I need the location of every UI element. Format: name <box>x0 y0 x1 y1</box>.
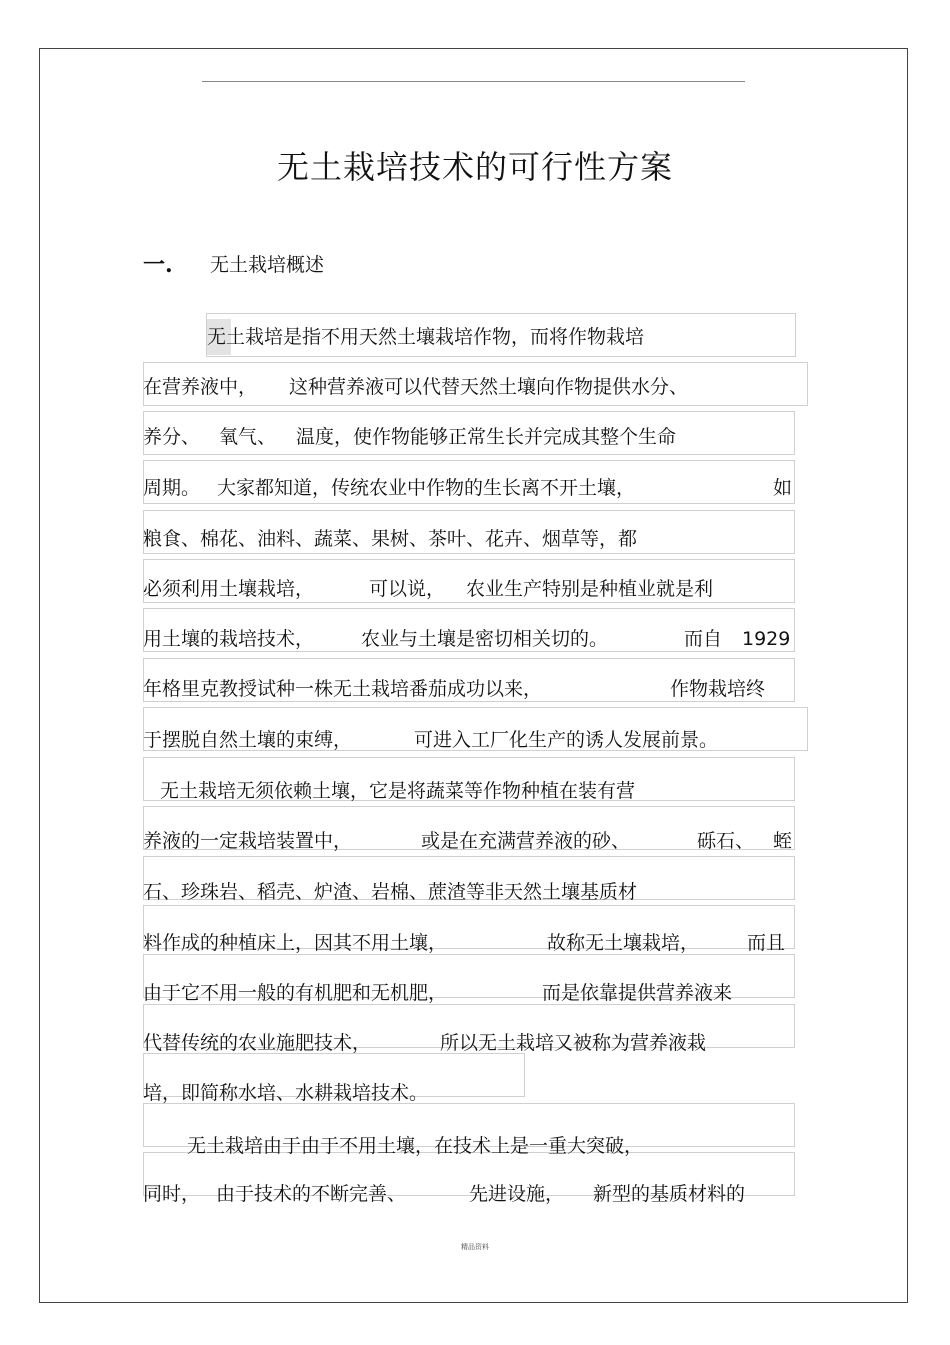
line-segment: 砾石、 <box>697 830 755 852</box>
line-segment: 而自 <box>684 628 723 650</box>
line-segment: 周期。 <box>143 477 201 499</box>
line-segment: 于摆脱自然土壤的束缚， <box>143 729 353 751</box>
line-segment: 或是在充满营养液的砂、 <box>421 830 631 852</box>
line-segment: 由于技术的不断完善、 <box>216 1183 407 1205</box>
section-number: 一. <box>143 252 173 278</box>
line-segment-year: 1929 <box>742 628 791 650</box>
line-segment: 无土栽培是指不用天然土壤栽培作物，而将作物栽培 <box>207 326 645 348</box>
line-segment: 无土栽培无须依赖土壤，它是将蔬菜等作物种植在装有营 <box>160 780 636 802</box>
line-segment: 培，即简称水培、水耕栽培技术。 <box>143 1082 429 1104</box>
line-segment: 所以无土栽培又被称为营养液栽 <box>440 1032 707 1054</box>
line-segment: 在营养液中， <box>143 376 258 398</box>
document-title: 无土栽培技术的可行性方案 <box>276 148 673 186</box>
line-segment: 无土栽培由于由于不用土壤，在技术上是一重大突破， <box>187 1135 644 1157</box>
line-segment: 代替传统的农业施肥技术， <box>143 1032 372 1054</box>
line-segment: 粮食、棉花、油料、蔬菜、果树、茶叶、花卉、烟草等，都 <box>143 528 638 550</box>
line-segment: 如 <box>773 477 793 499</box>
line-segment: 用土壤的栽培技术， <box>143 628 315 650</box>
section-title: 无土栽培概述 <box>210 254 325 276</box>
line-segment: 农业与土壤是密切相关切的。 <box>361 628 609 650</box>
header-rule <box>202 81 745 82</box>
line-segment: 农业生产特别是种植业就是利 <box>466 578 714 600</box>
line-segment: 温度，使作物能够正常生长并完成其整个生命 <box>296 426 677 448</box>
line-segment: 同时， <box>143 1183 201 1205</box>
section-heading <box>143 248 325 279</box>
line-segment: 年格里克教授试种一株无土栽培番茄成功以来， <box>143 678 543 700</box>
line-segment: 氧气、 <box>219 426 277 448</box>
line-segment: 必须利用土壤栽培， <box>143 578 315 600</box>
line-segment: 由于它不用一般的有机肥和无机肥， <box>143 982 448 1004</box>
line-segment: 养液的一定栽培装置中， <box>143 830 353 852</box>
line-segment: 而且 <box>747 932 786 954</box>
line-segment: 蛭 <box>773 830 793 852</box>
line-segment: 这种营养液可以代替天然土壤向作物提供水分、 <box>289 376 689 398</box>
page-footer: 精品资料 <box>461 1243 489 1251</box>
line-segment: 可以说， <box>369 578 446 600</box>
line-segment: 新型的基质材料的 <box>593 1183 746 1205</box>
line-segment: 养分、 <box>143 426 201 448</box>
line-segment: 作物栽培终 <box>670 678 766 700</box>
line-segment: 可进入工厂化生产的诱人发展前景。 <box>414 729 719 751</box>
line-segment: 料作成的种植床上，因其不用土壤， <box>143 932 448 954</box>
line-segment: 大家都知道，传统农业中作物的生长离不开土壤， <box>217 477 636 499</box>
line-segment: 故称无土壤栽培， <box>547 932 700 954</box>
line-segment: 石、珍珠岩、稻壳、炉渣、岩棉、蔗渣等非天然土壤基质材 <box>143 881 638 903</box>
line-segment: 先进设施， <box>469 1183 565 1205</box>
line-segment: 而是依靠提供营养液来 <box>542 982 733 1004</box>
